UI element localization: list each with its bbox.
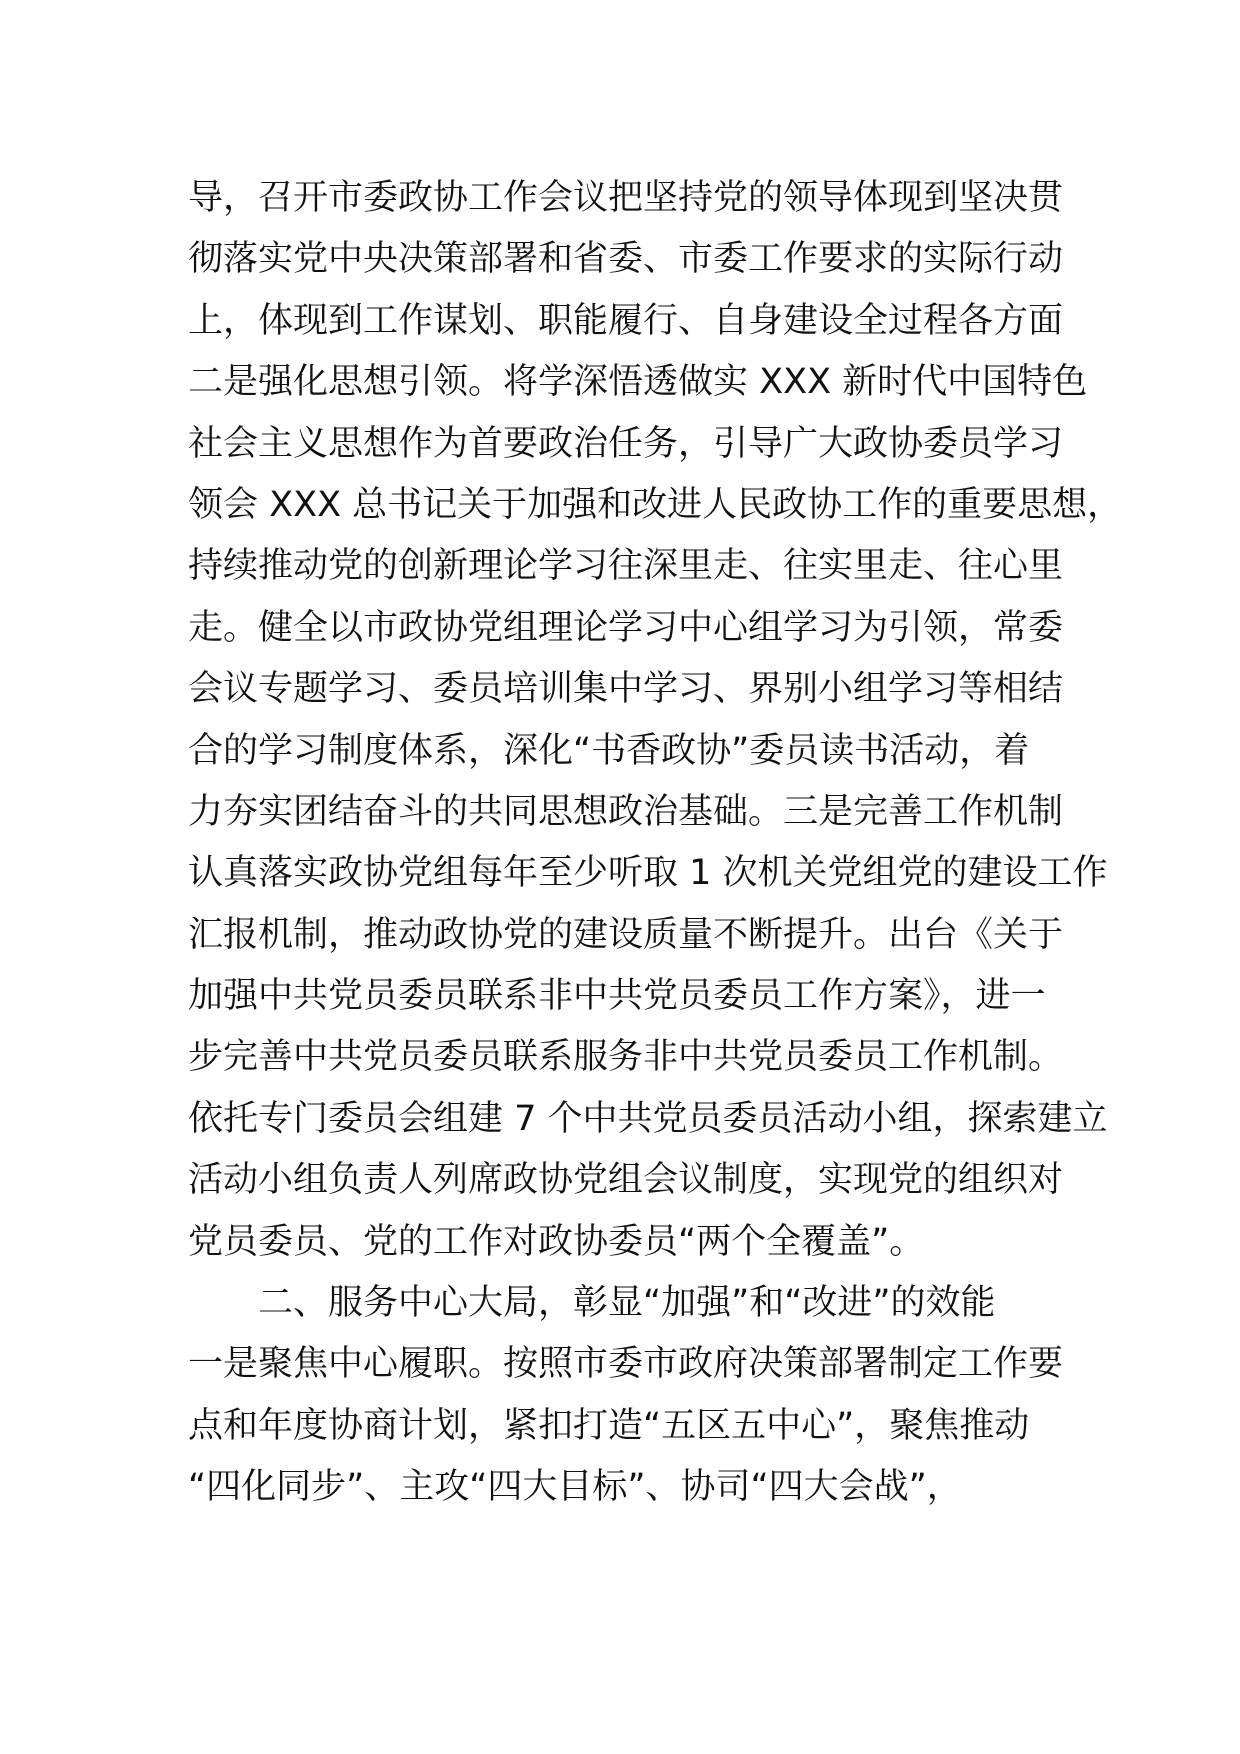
text-line: 社会主义思想作为首要政治任务，引导广大政协委员学习 — [188, 423, 1064, 464]
text-line: 活动小组负责人列席政协党组会议制度，实现党的组织对 — [188, 1160, 1064, 1201]
text-line: 汇报机制，推动政协党的建设质量不断提升。出台《关于 — [188, 914, 1064, 955]
text-line: “四化同步”、主攻“四大目标”、协司“四大会战”， — [188, 1467, 962, 1508]
text-line: 领会 XXX 总书记关于加强和改进人民政协工作的重要思想， — [188, 484, 1123, 525]
text-line: 力夯实团结奋斗的共同思想政治基础。三是完善工作机制 — [188, 791, 1064, 832]
text-line: 合的学习制度体系，深化“书香政协”委员读书活动，着 — [188, 730, 1030, 771]
text-line: 会议专题学习、委员培训集中学习、界别小组学习等相结 — [188, 669, 1064, 710]
text-line: 上，体现到工作谋划、职能履行、自身建设全过程各方面 — [188, 300, 1064, 341]
text-line: 加强中共党员委员联系非中共党员委员工作方案》，进一 — [188, 976, 1046, 1017]
section-heading: 二、服务中心大局，彰显“加强”和“改进”的效能 — [258, 1283, 996, 1324]
text-line: 步完善中共党员委员联系服务非中共党员委员工作机制。 — [188, 1037, 1064, 1078]
text-line: 二是强化思想引领。将学深悟透做实 XXX 新时代中国特色 — [188, 362, 1088, 403]
text-line: 一是聚焦中心履职。按照市委市政府决策部署制定工作要 — [188, 1344, 1064, 1385]
text-line: 点和年度协商计划，紧扣打造“五区五中心”，聚焦推动 — [188, 1405, 1030, 1446]
text-line: 持续推动党的创新理论学习往深里走、往实里走、往心里 — [188, 546, 1064, 587]
text-line: 党员委员、党的工作对政协委员“两个全覆盖”。 — [188, 1221, 925, 1262]
text-line: 彻落实党中央决策部署和省委、市委工作要求的实际行动 — [188, 239, 1064, 280]
text-line: 导，召开市委政协工作会议把坚持党的领导体现到坚决贯 — [188, 178, 1064, 218]
text-line: 依托专门委员会组建 7 个中共党员委员活动小组，探索建立 — [188, 1098, 1108, 1139]
text-line: 走。健全以市政协党组理论学习中心组学习为引领，常委 — [188, 607, 1064, 648]
body-text — [188, 168, 1123, 1519]
text-line: 认真落实政协党组每年至少听取 1 次机关党组党的建设工作 — [188, 853, 1108, 894]
